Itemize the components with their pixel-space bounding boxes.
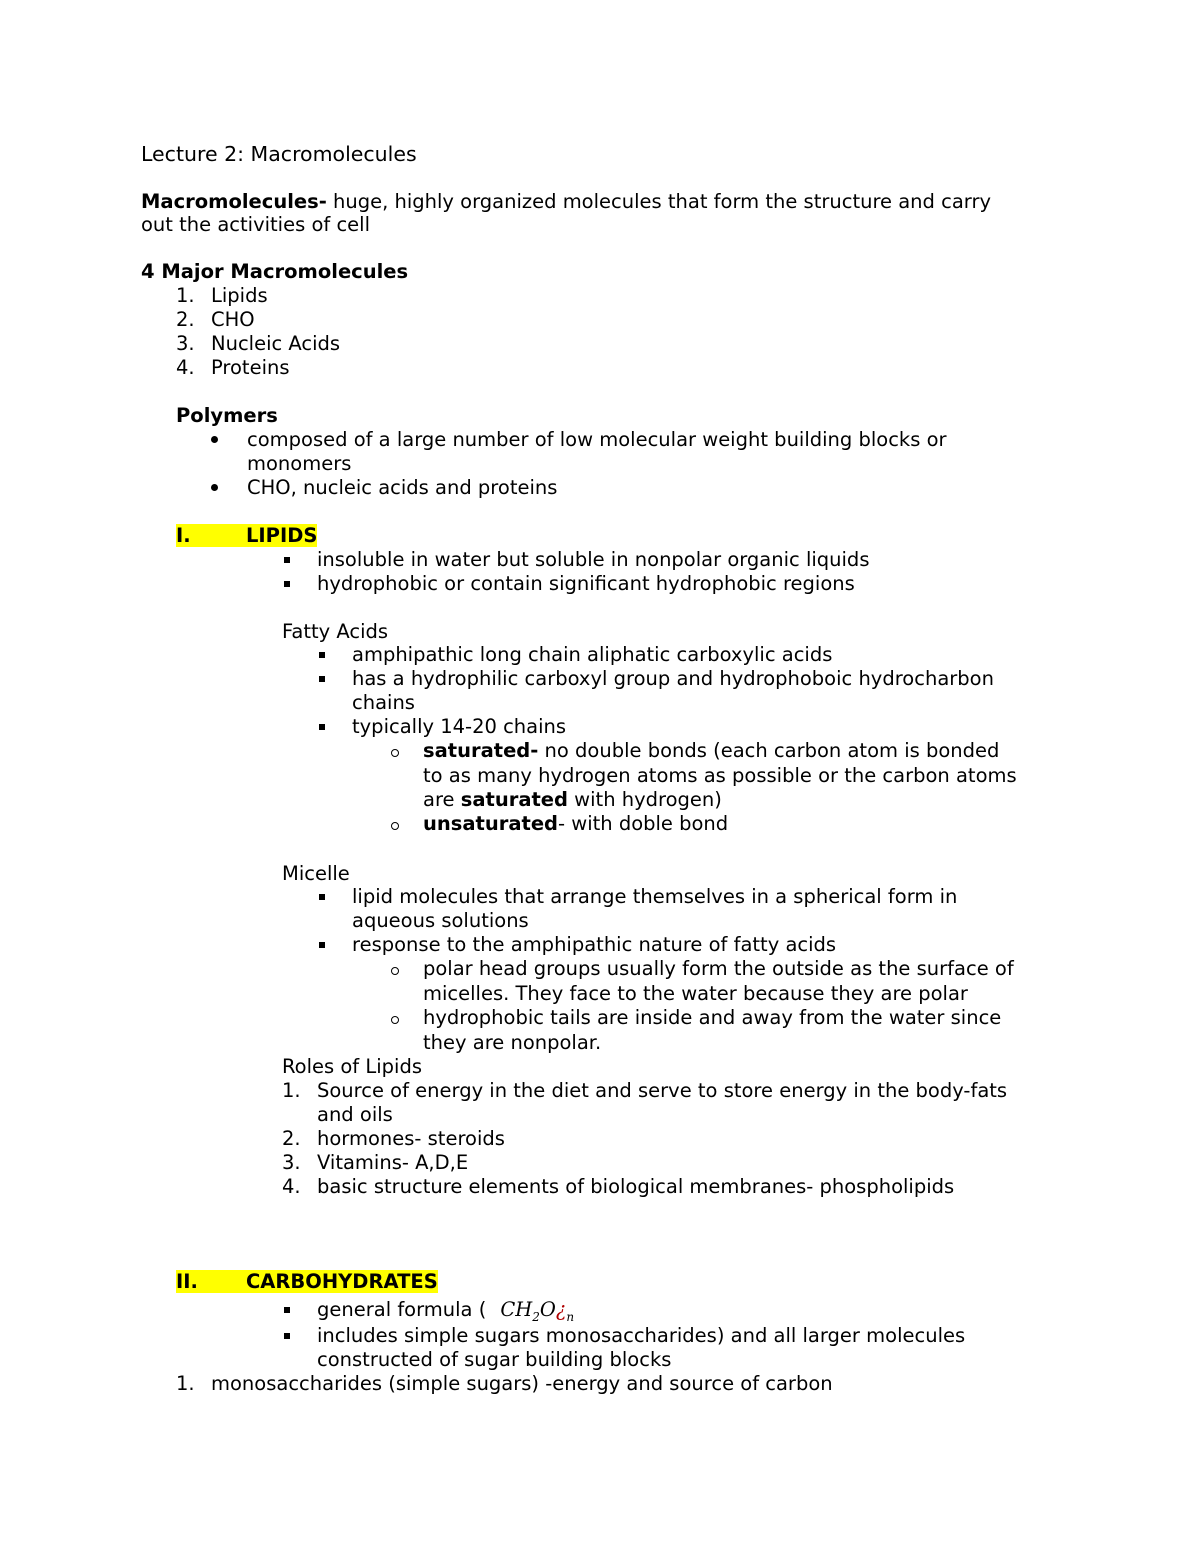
polymers-bullet-2: CHO, nucleic acids and proteins (247, 476, 558, 499)
major-item-2: CHO (211, 308, 255, 331)
bullet-circle-icon (391, 1016, 399, 1024)
lipids-heading (176, 524, 317, 548)
roles-item-2: hormones- steroids (317, 1127, 505, 1150)
polymers-bullet-1: composed of a large number of low molecular weight building blocks or (247, 428, 947, 451)
roles-heading: Roles of Lipids (282, 1055, 422, 1078)
bullet-square-icon (284, 1333, 290, 1339)
roles-item-1-cont: and oils (317, 1103, 393, 1126)
micelle-sub-2: hydrophobic tails are inside and away from the water since (423, 1006, 1002, 1029)
major-item-4: Proteins (211, 356, 290, 379)
fatty-acids-bullet-2: has a hydrophilic carboxyl group and hydrophoboic hydrocharbon (352, 667, 994, 690)
major-number-1: 1. (176, 284, 195, 307)
major-item-3: Nucleic Acids (211, 332, 341, 355)
bullet-square-icon (319, 724, 325, 730)
bullet-square-icon (319, 652, 325, 658)
carbs-item-1: monosaccharides (simple sugars) -energy and source of carbon (211, 1372, 833, 1395)
major-number-3: 3. (176, 332, 195, 355)
roles-item-4: basic structure elements of biological membranes- phospholipids (317, 1175, 955, 1198)
lipids-numeral: I. LIPIDS (176, 524, 318, 547)
lipids-bullet-2: hydrophobic or contain significant hydrophobic regions (317, 572, 855, 595)
bullet-circle-icon (391, 822, 399, 830)
micelle-sub-1: polar head groups usually form the outside as the surface of (423, 957, 1014, 980)
roles-item-3: Vitamins- A,D,E (317, 1151, 469, 1174)
major-heading: 4 Major Macromolecules (141, 260, 409, 283)
page-title: Lecture 2: Macromolecules (141, 142, 417, 166)
micelle-sub-2-cont: they are nonpolar. (423, 1031, 602, 1054)
micelle-bullet-2: response to the amphipathic nature of fatty acids (352, 933, 837, 956)
polymers-bullet-1-cont: monomers (247, 452, 352, 475)
bullet-square-icon (284, 1307, 290, 1313)
bullet-square-icon (284, 557, 290, 563)
carbs-bullet-2: includes simple sugars monosaccharides) and all larger molecules (317, 1324, 966, 1347)
saturated-line-2: to as many hydrogen atoms as possible or the carbon atoms (423, 764, 1017, 787)
major-item-1: Lipids (211, 284, 268, 307)
bullet-square-icon (319, 942, 325, 948)
bullet-dot-icon (211, 484, 218, 491)
bullet-dot-icon (211, 436, 218, 443)
bullet-square-icon (319, 676, 325, 682)
definition-term: Macromolecules- (141, 190, 327, 213)
roles-number-4: 4. (282, 1175, 301, 1198)
roles-number-2: 2. (282, 1127, 301, 1150)
bullet-square-icon (284, 581, 290, 587)
major-number-4: 4. (176, 356, 195, 379)
carbs-bullet-2-cont: constructed of sugar building blocks (317, 1348, 672, 1371)
lipids-bullet-1: insoluble in water but soluble in nonpolar organic liquids (317, 548, 870, 571)
micelle-sub-1-cont: micelles. They face to the water because they are polar (423, 982, 968, 1005)
fatty-acids-bullet-1: amphipathic long chain aliphatic carboxylic acids (352, 643, 833, 666)
general-formula: $CH_2O¿_n$ (500, 1298, 575, 1324)
roles-number-1: 1. (282, 1079, 301, 1102)
micelle-heading: Micelle (282, 862, 350, 885)
roles-item-1: Source of energy in the diet and serve to store energy in the body-fats (317, 1079, 1008, 1102)
definition-line-1 (141, 190, 991, 214)
carbs-bullet-1: general formula ( $CH_2O¿_n$ (317, 1298, 575, 1324)
definition-text-2: out the activities of cell (141, 213, 370, 236)
unsaturated-line: unsaturated- with doble bond (423, 812, 729, 835)
micelle-bullet-1: lipid molecules that arrange themselves in a spherical form in (352, 885, 958, 908)
definition-text-1: huge, highly organized molecules that form the structure and carry (326, 190, 992, 213)
fatty-acids-bullet-2-cont: chains (352, 691, 415, 714)
fatty-acids-heading: Fatty Acids (282, 620, 389, 643)
carbs-heading (176, 1270, 438, 1294)
carbs-numeral: II. CARBOHYDRATES (176, 1270, 438, 1293)
micelle-bullet-1-cont: aqueous solutions (352, 909, 529, 932)
major-number-2: 2. (176, 308, 195, 331)
bullet-circle-icon (391, 967, 399, 975)
carbs-number-1: 1. (176, 1372, 195, 1395)
fatty-acids-bullet-3: typically 14-20 chains (352, 715, 567, 738)
saturated-line-3: are saturated with hydrogen) (423, 788, 722, 811)
polymers-heading: Polymers (176, 404, 278, 427)
roles-number-3: 3. (282, 1151, 301, 1174)
bullet-circle-icon (391, 749, 399, 757)
saturated-line-1: saturated- no double bonds (each carbon atom is bonded (423, 739, 1000, 762)
bullet-square-icon (319, 894, 325, 900)
